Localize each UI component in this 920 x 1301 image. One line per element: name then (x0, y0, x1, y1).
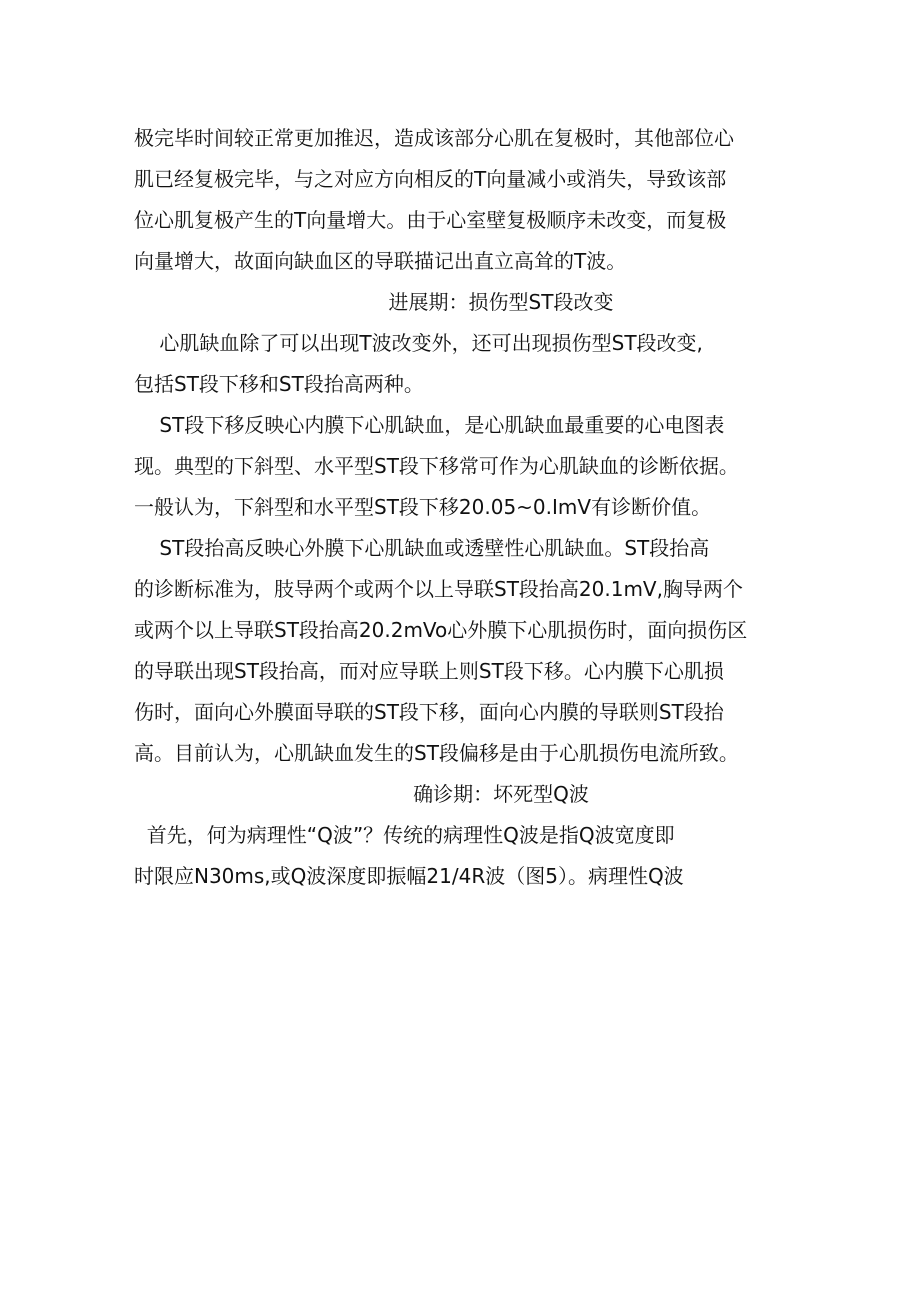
paragraph-st-intro (134, 323, 796, 405)
text-line: 时限应N30ms,或Q波深度即振幅21/4R波（图5）。病理性Q波 (134, 864, 684, 888)
document-body (134, 118, 796, 897)
text-line: 向量增大，故面向缺血区的导联描记出直立高耸的T波。 (134, 249, 627, 273)
text-line: 伤时，面向心外膜面导联的ST段下移，面向心内膜的导联则ST段抬 (134, 700, 724, 724)
text-line: 首先，何为病理性“Q波”？传统的病理性Q波是指Q波宽度即 (134, 823, 675, 847)
text-line: 一般认为，下斜型和水平型ST段下移20.05~0.ImV有诊断价值。 (134, 495, 712, 519)
section-heading-diagnosis: 确诊期：坏死型Q波 (413, 782, 589, 806)
text-line: 位心肌复极产生的T向量增大。由于心室壁复极顺序未改变，而复极 (134, 208, 727, 232)
text-line: 包括ST段下移和ST段抬高两种。 (134, 372, 424, 396)
text-line: 肌已经复极完毕，与之对应方向相反的T向量减小或消失，导致该部 (134, 167, 727, 191)
paragraph-st-depression (134, 405, 796, 528)
text-line: ST段抬高反映心外膜下心肌缺血或透壁性心肌缺血。ST段抬高 (134, 536, 710, 560)
text-line: 现。典型的下斜型、水平型ST段下移常可作为心肌缺血的诊断依据。 (134, 454, 739, 478)
paragraph-q-wave (134, 815, 796, 897)
text-line: 或两个以上导联ST段抬高20.2mVo心外膜下心肌损伤时，面向损伤区 (134, 618, 748, 642)
paragraph-t-wave (134, 118, 796, 282)
section-heading-progression: 进展期：损伤型ST段改变 (388, 290, 614, 314)
text-line: 的诊断标准为，肢导两个或两个以上导联ST段抬高20.1mV,胸导两个 (134, 577, 743, 601)
text-line: ST段下移反映心内膜下心肌缺血，是心肌缺血最重要的心电图表 (134, 413, 725, 437)
text-line: 极完毕时间较正常更加推迟，造成该部分心肌在复极时，其他部位心 (134, 126, 734, 150)
text-line: 的导联出现ST段抬高，而对应导联上则ST段下移。心内膜下心肌损 (134, 659, 724, 683)
text-line: 高。目前认为，心肌缺血发生的ST段偏移是由于心肌损伤电流所致。 (134, 741, 739, 765)
text-line: 心肌缺血除了可以出现T波改变外，还可出现损伤型ST段改变, (134, 331, 703, 355)
paragraph-st-elevation (134, 528, 796, 774)
